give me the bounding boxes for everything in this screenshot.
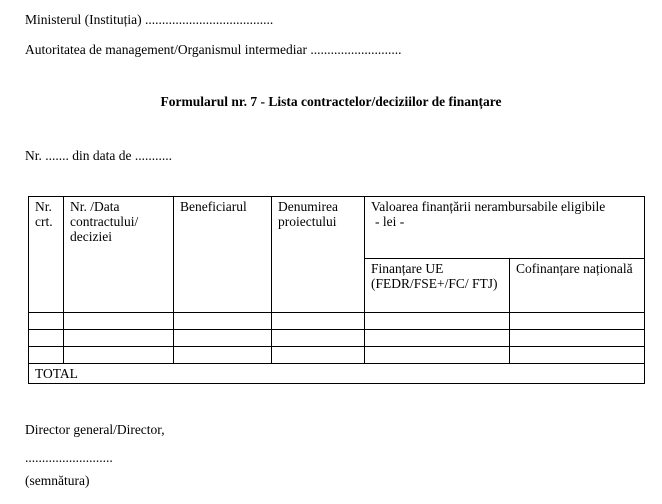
signature-dots: .......................... [25,450,113,465]
authority-line: Autoritatea de management/Organismul intermediar ........................... [25,42,402,57]
header-eu-funding: Finanțare UE (FEDR/FSE+/FC/ FTJ) [365,259,510,313]
header-nr-crt: Nr. crt. [29,197,64,313]
header-national-cofunding: Cofinanțare națională [510,259,645,313]
header-value-unit: - lei - [375,214,405,229]
table-row [29,313,645,330]
ministry-line: Ministerul (Instituția) ...................................... [25,12,274,27]
signature-label: (semnătura) [25,473,90,488]
contracts-table [28,196,645,384]
director-label: Director general/Director, [25,422,165,437]
table-row [29,347,645,364]
header-value-title: Valoarea finanțării nerambursabile eligibile [371,199,606,214]
header-project: Denumirea proiectului [272,197,365,313]
header-contract: Nr. /Data contractului/ deciziei [64,197,174,313]
header-value-group [365,197,645,259]
table-header-row [29,197,645,259]
table-row [29,330,645,347]
number-date-line: Nr. ....... din data de ........... [25,148,172,163]
form-title: Formularul nr. 7 - Lista contractelor/deciziilor de finanțare [160,94,502,109]
table-total-row [29,364,645,384]
header-beneficiary: Beneficiarul [174,197,272,313]
total-label: TOTAL [29,364,645,384]
